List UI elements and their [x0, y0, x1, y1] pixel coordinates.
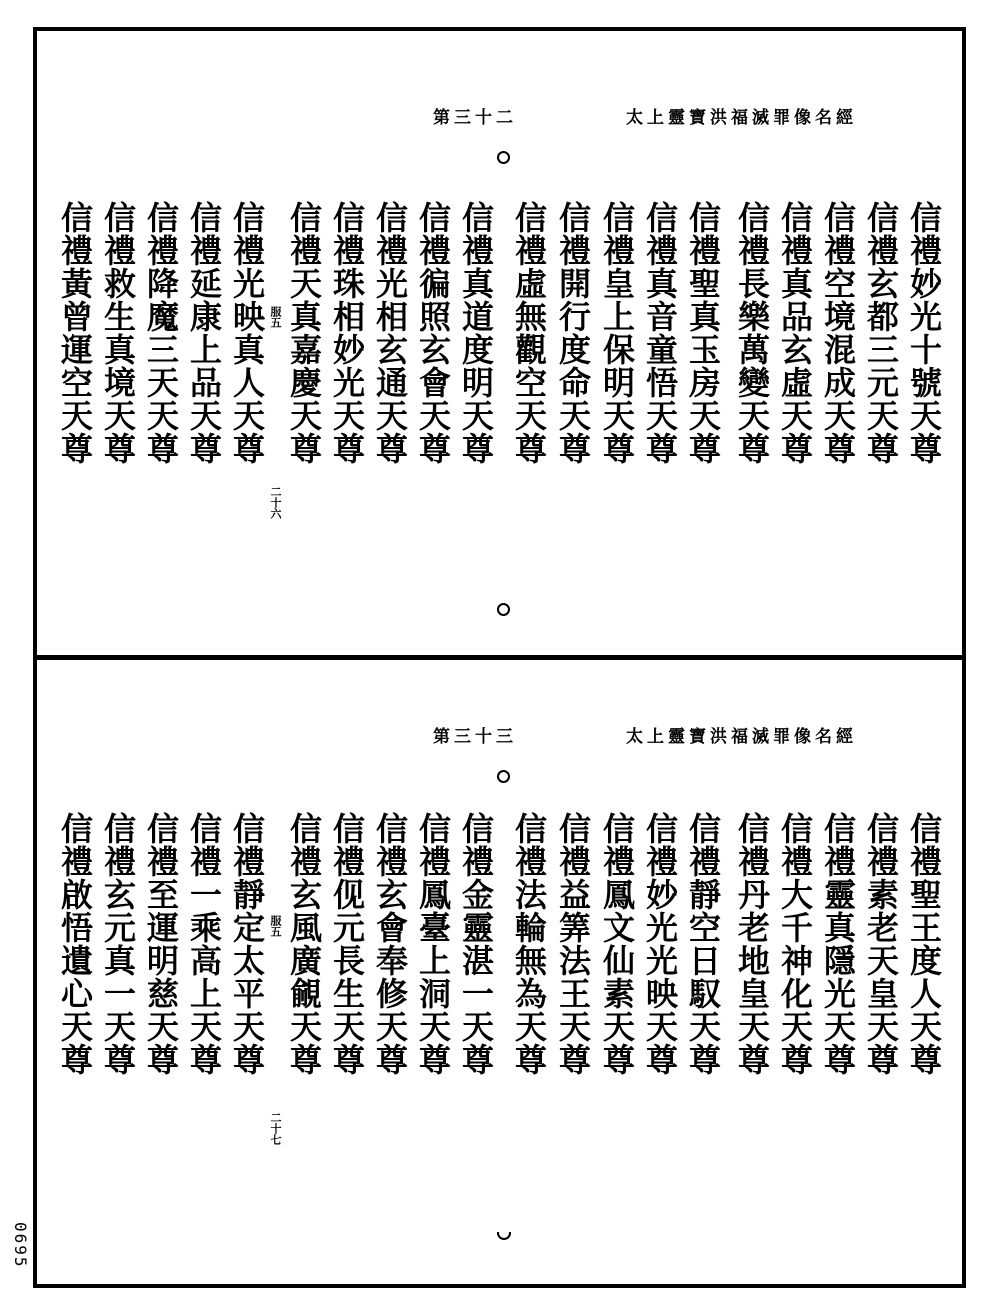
- top-column-8: 信禮皇上保明天尊: [598, 201, 636, 465]
- top-page-section: 第三十二: [433, 108, 517, 128]
- top-column-13: 信禮光相玄通天尊: [371, 201, 409, 465]
- bottom-column-5: 信禮丹老地皇天尊: [733, 812, 771, 1076]
- bottom-column-9: 信禮益筭法王天尊: [554, 812, 592, 1076]
- bottom-margin-note-upper: 服五: [269, 915, 282, 937]
- bottom-column-14: 信禮伣元長生天尊: [328, 812, 366, 1076]
- top-column-10: 信禮虛無觀空天尊: [510, 201, 548, 465]
- bottom-margin-note-lower: 二十七: [269, 1112, 282, 1145]
- bottom-column-4: 信禮大千神化天尊: [776, 812, 814, 1076]
- bottom-column-10: 信禮法輪無為天尊: [510, 812, 548, 1076]
- bottom-column-15: 信禮玄風廣覦天尊: [285, 812, 323, 1076]
- top-column-19: 信禮救生真境天尊: [99, 201, 137, 465]
- bottom-column-3: 信禮靈真隱光天尊: [819, 812, 857, 1076]
- top-binding-hole-lower: [497, 603, 510, 616]
- top-column-1: 信禮妙光十號天尊: [905, 201, 943, 465]
- top-page: [37, 31, 962, 655]
- bottom-column-16: 信禮靜定太平天尊: [228, 812, 266, 1076]
- top-column-4: 信禮真品玄虛天尊: [776, 201, 814, 465]
- bottom-page-section: 第三十三: [433, 727, 517, 747]
- top-column-17: 信禮延康上品天尊: [185, 201, 223, 465]
- top-column-14: 信禮珠相妙光天尊: [328, 201, 366, 465]
- bottom-page-header: [397, 722, 857, 750]
- bottom-column-20: 信禮啟悟遺心天尊: [56, 812, 94, 1076]
- top-binding-hole-upper: [497, 151, 510, 164]
- top-column-15: 信禮天真嘉慶天尊: [285, 201, 323, 465]
- bottom-column-8: 信禮鳳文仙素天尊: [598, 812, 636, 1076]
- top-column-16: 信禮光映真人天尊: [228, 201, 266, 465]
- bottom-column-18: 信禮至運明慈天尊: [142, 812, 180, 1076]
- top-column-9: 信禮開行度命天尊: [554, 201, 592, 465]
- top-column-11: 信禮真道度明天尊: [457, 201, 495, 465]
- bottom-page-title: 太上靈寶洪福滅罪像名經: [626, 727, 857, 747]
- top-column-18: 信禮降魔三天天尊: [142, 201, 180, 465]
- bottom-column-11: 信禮金靈湛一天尊: [457, 812, 495, 1076]
- page-number: 0695: [11, 1222, 30, 1269]
- top-margin-note-lower: 二十六: [269, 486, 282, 519]
- bottom-column-19: 信禮玄元真一天尊: [99, 812, 137, 1076]
- bottom-column-2: 信禮素老天皇天尊: [862, 812, 900, 1076]
- bottom-column-7: 信禮妙光光映天尊: [641, 812, 679, 1076]
- bottom-column-17: 信禮一乘高上天尊: [185, 812, 223, 1076]
- bottom-binding-hole-upper: [497, 770, 510, 783]
- top-column-3: 信禮空境混成天尊: [819, 201, 857, 465]
- bottom-column-13: 信禮玄會奉修天尊: [371, 812, 409, 1076]
- bottom-page: [37, 660, 962, 1284]
- top-column-5: 信禮長樂萬變天尊: [733, 201, 771, 465]
- top-margin-note-upper: 服五: [269, 306, 282, 328]
- bottom-column-1: 信禮聖王度人天尊: [905, 812, 943, 1076]
- bottom-binding-hole-lower: [497, 1232, 511, 1240]
- top-column-6: 信禮聖真玉房天尊: [684, 201, 722, 465]
- top-page-title: 太上靈寶洪福滅罪像名經: [626, 108, 857, 128]
- bottom-column-6: 信禮靜空日馭天尊: [684, 812, 722, 1076]
- top-column-20: 信禮黃曾運空天尊: [56, 201, 94, 465]
- top-column-12: 信禮徧照玄會天尊: [414, 201, 452, 465]
- top-column-2: 信禮玄都三元天尊: [862, 201, 900, 465]
- bottom-column-12: 信禮鳳臺上洞天尊: [414, 812, 452, 1076]
- top-page-header: [397, 103, 857, 131]
- top-column-7: 信禮真音童悟天尊: [641, 201, 679, 465]
